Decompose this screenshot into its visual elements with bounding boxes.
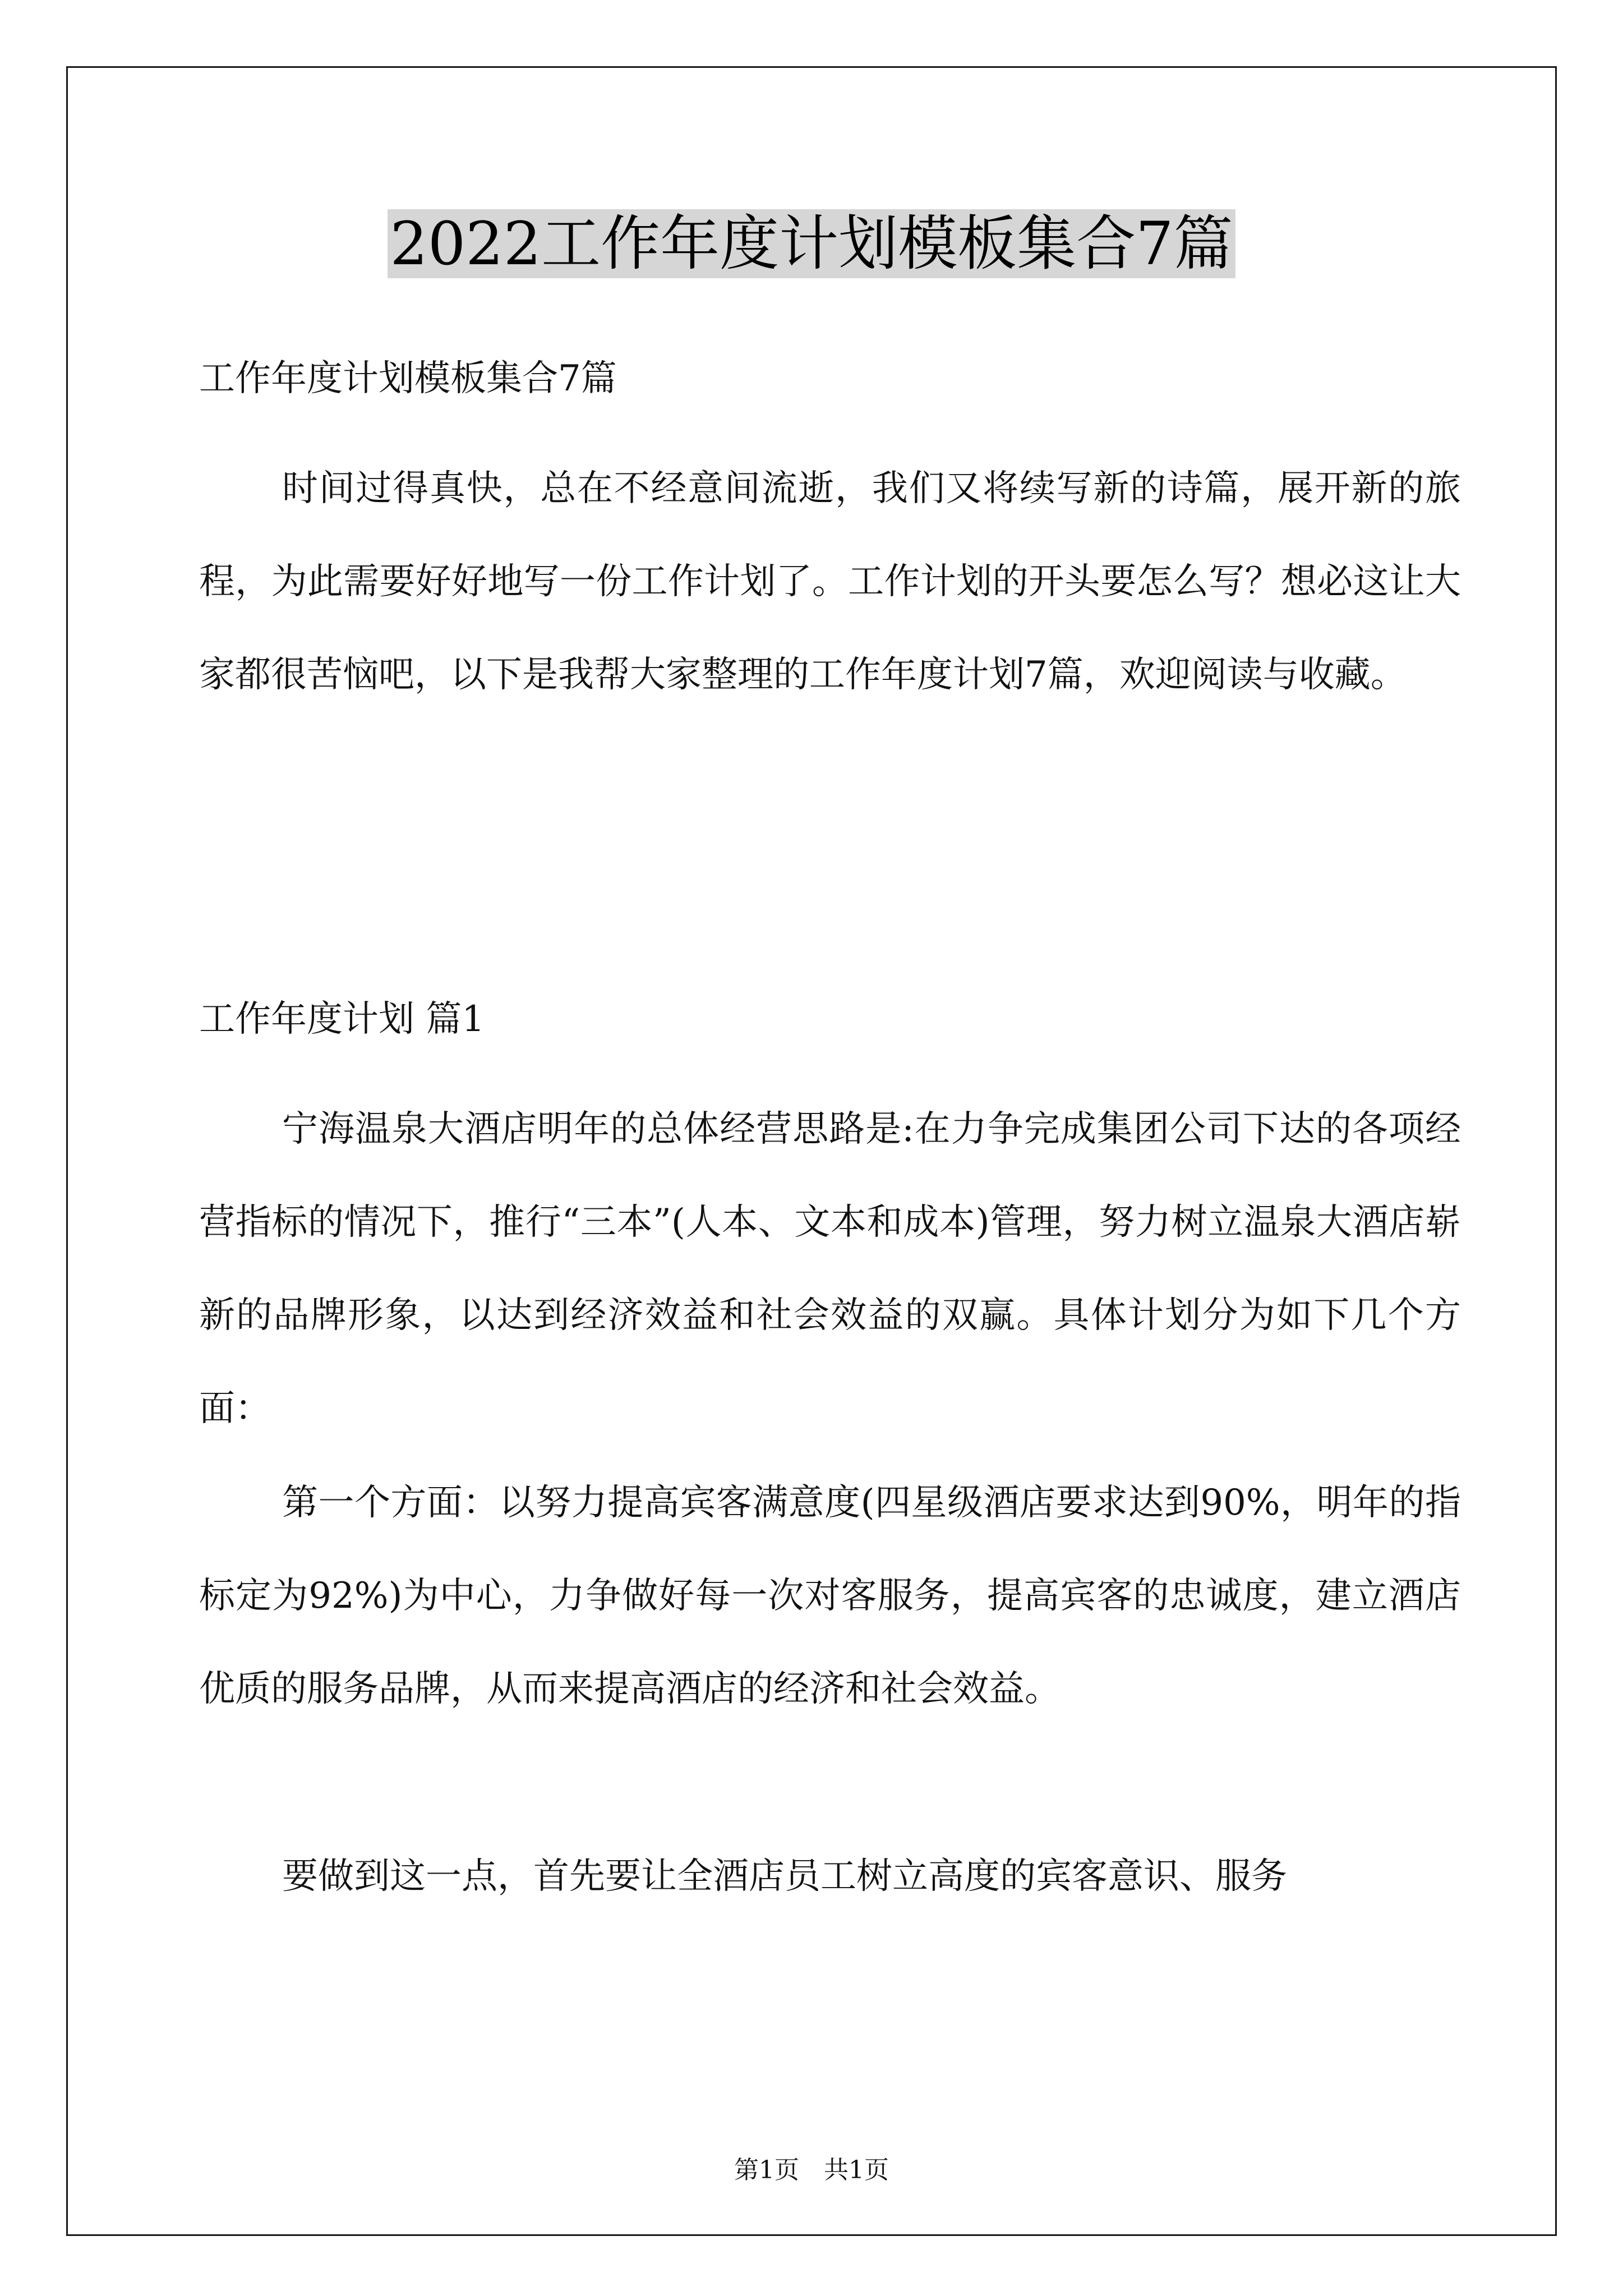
document-subtitle: 工作年度计划模板集合7篇 <box>199 358 617 399</box>
page-footer: 第1页 共1页 <box>734 2156 889 2184</box>
section-heading: 工作年度计划 篇1 <box>199 999 485 1040</box>
section-paragraph-2: 第一个方面：以努力提高宾客满意度(四星级酒店要求达到90%，明年的指标定为92%)为中心，力争做好每一次对客服务，提高宾客的忠诚度，建立酒店优质的服务品牌，从而来提高酒店的经济和社会效益。 <box>199 1482 1461 1710</box>
document-title-text: 2022工作年度计划模板集合7篇 <box>388 209 1235 278</box>
section-paragraph-1: 宁海温泉大酒店明年的总体经营思路是:在力争完成集团公司下达的各项经营指标的情况下，推行“三本”(人本、文本和成本)管理，努力树立温泉大酒店崭新的品牌形象，以达到经济效益和社会效益的双赢。具体计划分为如下几个方面： <box>199 1108 1461 1429</box>
document-title <box>0 208 1623 280</box>
section-paragraph-3: 要做到这一点，首先要让全酒店员工树立高度的宾客意识、服务 <box>282 1856 1287 1897</box>
intro-paragraph: 时间过得真快，总在不经意间流逝，我们又将续写新的诗篇，展开新的旅程，为此需要好好地写一份工作计划了。工作计划的开头要怎么写？想必这让大家都很苦恼吧，以下是我帮大家整理的工作年度计划7篇，欢迎阅读与收藏。 <box>199 468 1461 696</box>
